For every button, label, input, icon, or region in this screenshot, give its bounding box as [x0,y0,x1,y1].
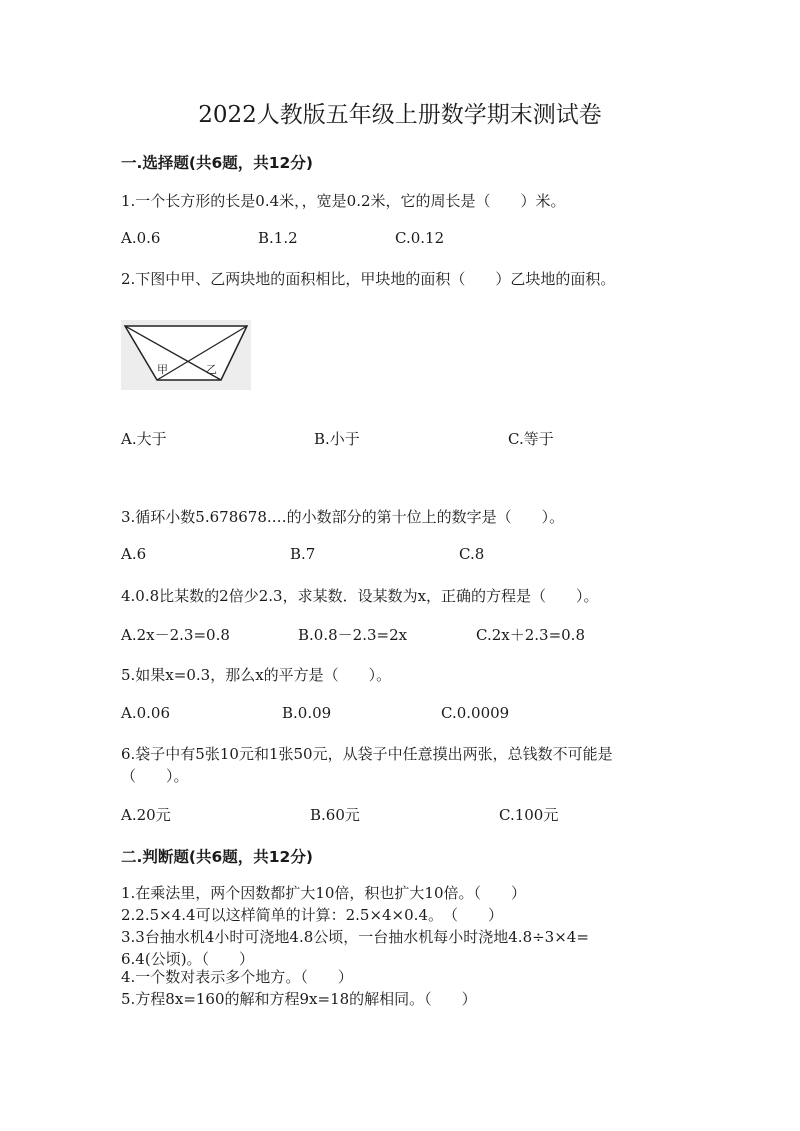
figure-label-yi: 乙 [206,363,217,376]
judgement-item-4: 4.一个数对表示多个地方。（ ） [121,968,353,986]
q5-option-b: B.0.09 [282,704,332,722]
question-6-line-1: 6.袋子中有5张10元和1张50元，从袋子中任意摸出两张，总钱数不可能是 [121,745,613,763]
judgement-item-3-line-1: 3.3台抽水机4小时可浇地4.8公顷，一台抽水机每小时浇地4.8÷3×4= [121,928,589,946]
q5-option-c: C.0.0009 [441,704,510,722]
section-heading-choice: 一.选择题(共6题，共12分) [121,154,313,172]
question-4: 4.0.8比某数的2倍少2.3，求某数．设某数为x，正确的方程是（ ）。 [121,587,599,605]
question-3: 3.循环小数5.678678.…的小数部分的第十位上的数字是（ ）。 [121,508,565,526]
q2-option-a: A.大于 [121,430,167,448]
q6-option-c: C.100元 [499,806,559,824]
question-1: 1.一个长方形的长是0.4米，，宽是0.2米，它的周长是（ ）米。 [121,192,566,210]
q4-option-b: B.0.8－2.3=2x [298,626,408,644]
q3-option-c: C.8 [459,545,485,563]
judgement-item-3-line-2: 6.4(公顷)。（ ） [121,950,255,968]
q1-option-a: A.0.6 [121,229,161,247]
question-2: 2.下图中甲、乙两块地的面积相比，甲块地的面积（ ）乙块地的面积。 [121,270,616,288]
q4-option-a: A.2x－2.3=0.8 [121,626,230,644]
question-5: 5.如果x=0.3，那么x的平方是（ ）。 [121,666,392,684]
page-title: 2022人教版五年级上册数学期末测试卷 [198,102,602,128]
q4-option-c: C.2x＋2.3=0.8 [476,626,585,644]
judgement-item-5: 5.方程8x=160的解和方程9x=18的解相同。（ ） [121,990,477,1008]
q6-option-b: B.60元 [310,806,360,824]
q3-option-b: B.7 [290,545,316,563]
trapezoid-figure [121,320,251,390]
question-6-line-2: （ ）。 [121,767,189,785]
q1-option-b: B.1.2 [258,229,298,247]
q3-option-a: A.6 [121,545,147,563]
q2-option-b: B.小于 [314,430,360,448]
q5-option-a: A.0.06 [121,704,170,722]
q2-option-c: C.等于 [508,430,554,448]
q1-option-c: C.0.12 [395,229,445,247]
q6-option-a: A.20元 [121,806,171,824]
judgement-item-1: 1.在乘法里，两个因数都扩大10倍，积也扩大10倍。（ ） [121,884,526,902]
judgement-item-2: 2.2.5×4.4可以这样简单的计算：2.5×4×0.4。 （ ） [121,906,503,924]
section-heading-judgement: 二.判断题(共6题，共12分) [121,848,313,866]
figure-label-jia: 甲 [157,363,168,376]
